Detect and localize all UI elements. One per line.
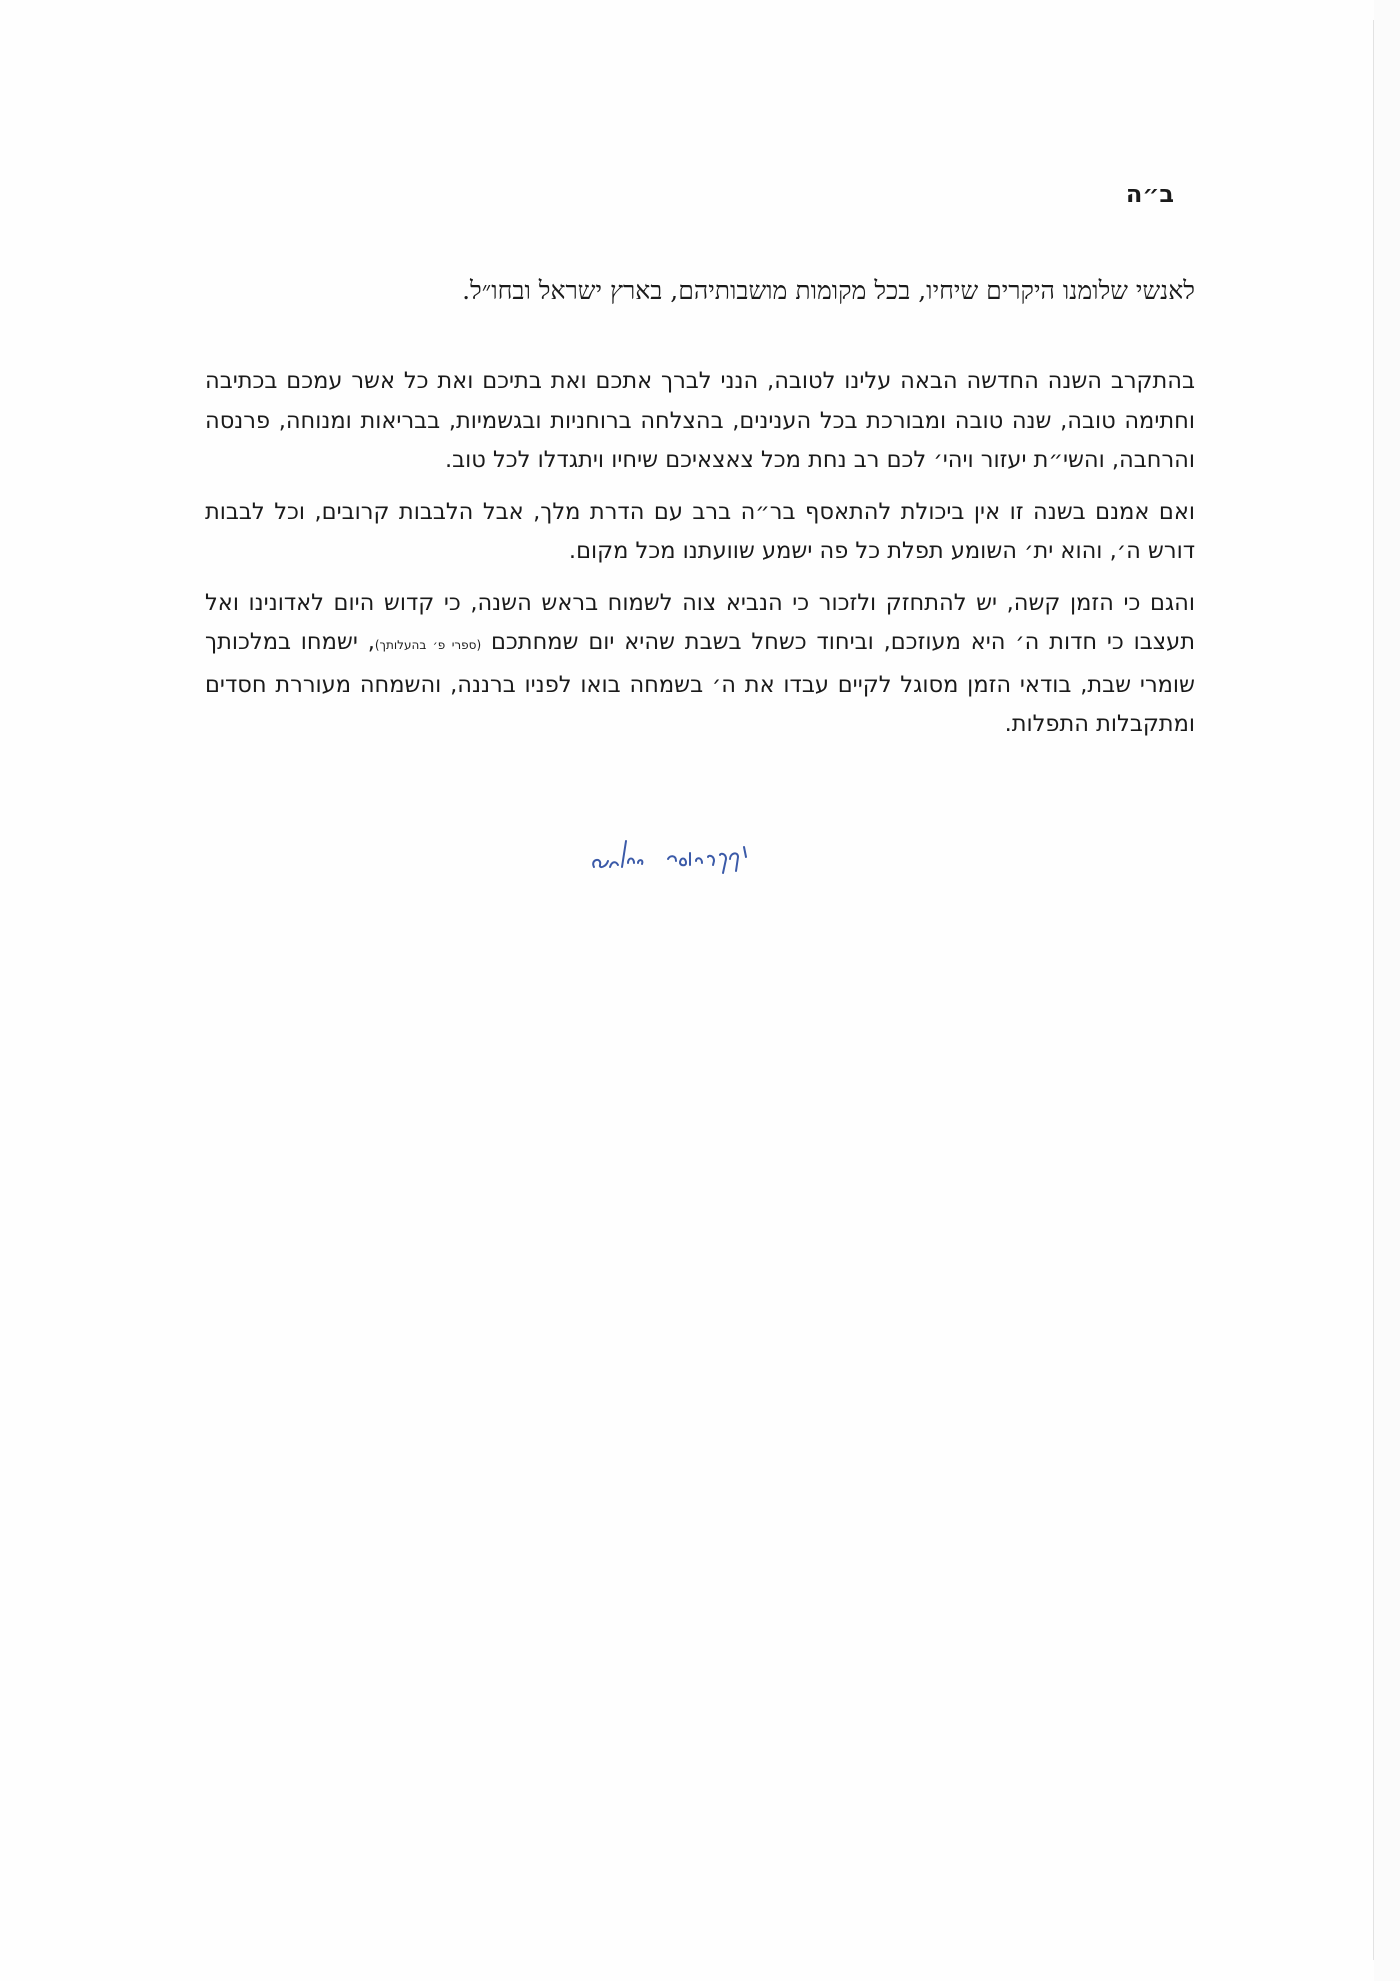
paragraph-joy-end: , ישמחו במלכותך שומרי שבת, בודאי הזמן מסוגל לקיים עבדו את ה׳ בשמחה בואו לפניו ברננה, והשמחה מעוררת חסדים ומתקבלות התפלות. xyxy=(205,629,1195,737)
salutation: לאנשי שלומנו היקרים שיחיו, בכל מקומות מושבותיהם, בארץ ישראל ובחו״ל. xyxy=(462,276,1195,305)
header-mark: ב״ה xyxy=(1125,180,1174,208)
paragraph-joy xyxy=(205,584,1195,745)
paragraph-joy-start: והגם כי הזמן קשה, יש להתחזק ולזכור כי הנביא צוה לשמוח בראש השנה, כי קדוש היום לאדונינו ואל תעצבו כי חדות ה׳ היא מעוזכם, וביחוד כשחל בשבת שהיא יום שמחתכם xyxy=(205,589,1195,655)
paragraph-gathering: ואם אמנם בשנה זו אין ביכולת להתאסף בר״ה ברב עם הדרת מלך, אבל הלבבות קרובים, וכל לבבות דורש ה׳, והוא ית׳ השומע תפלת כל פה ישמע שוועתנו מכל מקום. xyxy=(205,498,1195,564)
signature-icon xyxy=(580,833,790,877)
handwritten-signature xyxy=(580,833,790,877)
letter-body xyxy=(205,362,1195,757)
page-edge-line xyxy=(1373,20,1374,1960)
page-edge-shade xyxy=(1374,0,1400,1981)
source-reference: (ספרי פ׳ בהעלותך) xyxy=(374,638,482,652)
paragraph-greeting: בהתקרב השנה החדשה הבאה עלינו לטובה, הנני לברך אתכם ואת בתיכם ואת כל אשר עמכם בכתיבה וחתימה טובה, שנה טובה ומבורכת בכל הענינים, בהצלחה ברוחניות ובגשמיות, בבריאות ומנוחה, פרנסה והרחבה, והשי״ת יעזור ויהי׳ לכם רב נחת מכל צאצאיכם שיחיו ויתגדלו לכל טוב. xyxy=(205,368,1195,473)
